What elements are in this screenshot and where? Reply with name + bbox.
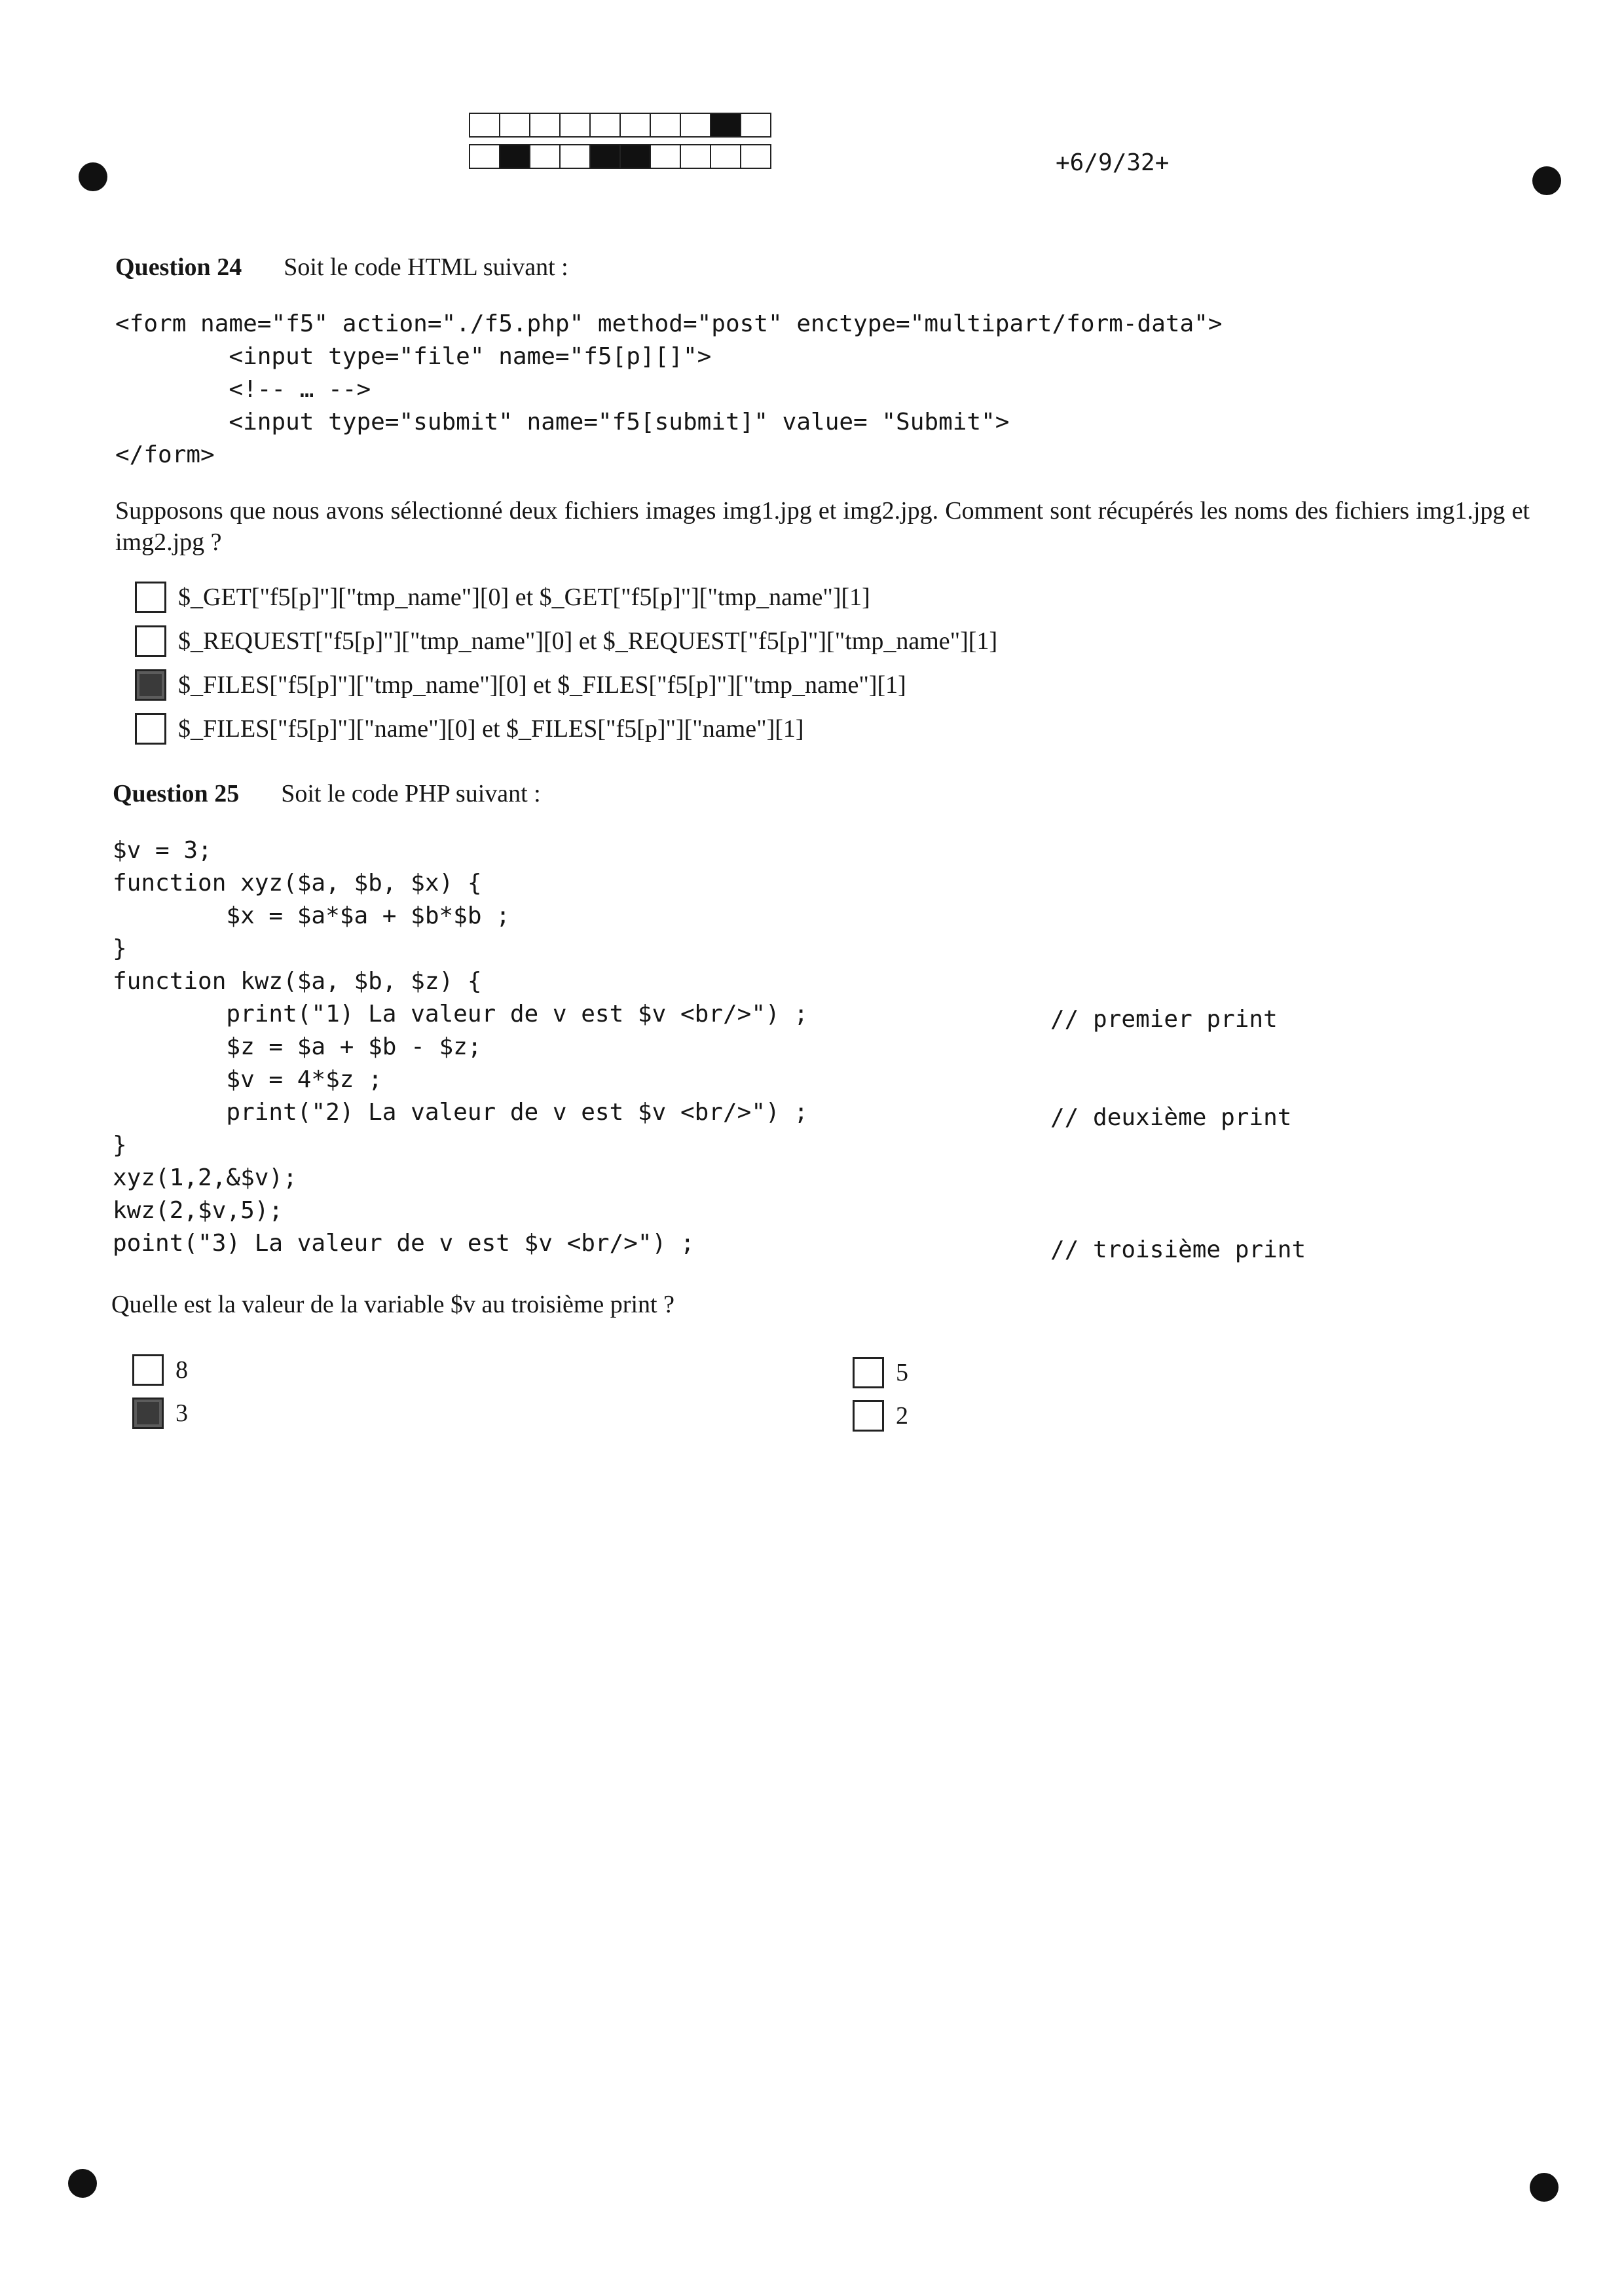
q24-choice-1[interactable] bbox=[135, 582, 870, 613]
code-grid-cell bbox=[740, 144, 771, 169]
code-grid-cell bbox=[589, 113, 621, 138]
question-24-header bbox=[115, 253, 568, 282]
registration-mark-bottom-left bbox=[68, 2169, 97, 2198]
page-reference: +6/9/32+ bbox=[1056, 149, 1170, 176]
code-grid-cell bbox=[529, 144, 561, 169]
q24-choice-2[interactable] bbox=[135, 625, 997, 657]
q24-choice-4[interactable] bbox=[135, 713, 804, 745]
choice-label: 2 bbox=[896, 1402, 908, 1430]
checkbox[interactable] bbox=[132, 1354, 164, 1386]
code-grid-cell bbox=[710, 113, 741, 138]
code-grid-row bbox=[470, 144, 771, 169]
q25-choice-2[interactable] bbox=[853, 1400, 908, 1432]
html-code-block: <form name="f5" action="./f5.php" method="post" enctype="multipart/form-data"> <input type="file" name="f5[p][]"> <!-- … --> <input type="submit" name="f5[submit]" value= "Submit"> </form> bbox=[115, 310, 1223, 468]
choice-label: $_GET["f5[p]"]["tmp_name"][0] et $_GET["f5[p]"]["tmp_name"][1] bbox=[178, 583, 870, 611]
code-grid-cell bbox=[499, 113, 530, 138]
code-comment-deuxieme: // deuxième print bbox=[1050, 1104, 1292, 1131]
registration-mark-top-left bbox=[79, 162, 107, 191]
student-id-code-grid bbox=[470, 113, 771, 176]
choice-label: $_FILES["f5[p]"]["tmp_name"][0] et $_FILES["f5[p]"]["tmp_name"][1] bbox=[178, 671, 906, 699]
q25-choice-5[interactable] bbox=[853, 1357, 908, 1388]
checkbox[interactable] bbox=[135, 669, 166, 701]
q25-choice-3[interactable] bbox=[132, 1398, 188, 1429]
code-comment-troisieme: // troisième print bbox=[1050, 1236, 1306, 1263]
code-grid-cell bbox=[740, 113, 771, 138]
question-number: Question 24 bbox=[115, 253, 242, 281]
choice-label: 3 bbox=[175, 1399, 188, 1427]
code-grid-cell bbox=[619, 113, 651, 138]
code-grid-cell bbox=[589, 144, 621, 169]
checkbox[interactable] bbox=[135, 713, 166, 745]
checkbox[interactable] bbox=[853, 1357, 884, 1388]
code-grid-cell bbox=[469, 144, 500, 169]
code-grid-cell bbox=[650, 144, 681, 169]
checkbox[interactable] bbox=[132, 1398, 164, 1429]
q24-choice-3[interactable] bbox=[135, 669, 906, 701]
question-25-text: Quelle est la valeur de la variable $v au troisième print ? bbox=[111, 1291, 674, 1318]
code-grid-cell bbox=[499, 144, 530, 169]
code-grid-cell bbox=[680, 113, 711, 138]
choice-label: 8 bbox=[175, 1356, 188, 1384]
checkbox[interactable] bbox=[135, 625, 166, 657]
question-title: Soit le code PHP suivant : bbox=[281, 780, 541, 807]
code-grid-cell bbox=[710, 144, 741, 169]
choice-label: 5 bbox=[896, 1359, 908, 1386]
code-grid-cell bbox=[469, 113, 500, 138]
code-comment-premier: // premier print bbox=[1050, 1006, 1278, 1033]
question-25-header bbox=[113, 779, 541, 808]
question-title: Soit le code HTML suivant : bbox=[284, 253, 568, 281]
q25-choice-8[interactable] bbox=[132, 1354, 188, 1386]
checkbox[interactable] bbox=[853, 1400, 884, 1432]
question-24-text: Supposons que nous avons sélectionné deux fichiers images img1.jpg et img2.jpg. Comment sont récupérés les noms des fichiers img1.jpg et img2.jpg ? bbox=[115, 497, 1530, 556]
checkbox[interactable] bbox=[135, 582, 166, 613]
registration-mark-top-right bbox=[1532, 166, 1561, 195]
code-grid-row bbox=[470, 113, 771, 138]
php-code-block: $v = 3; function xyz($a, $b, $x) { $x = $a*$a + $b*$b ; } function kwz($a, $b, $z) { print("1) La valeur de v est $v <br/>") ; $z = $a + $b - $z; $v = 4*$z ; print("2) La valeur de v est $v <br/>") ; } xyz(1,2,&$v); kwz(2,$v,5); point("3) La valeur de v est $v <br/>") ; bbox=[113, 837, 809, 1257]
code-grid-cell bbox=[680, 144, 711, 169]
code-grid-cell bbox=[650, 113, 681, 138]
code-grid-cell bbox=[559, 144, 591, 169]
question-number: Question 25 bbox=[113, 780, 240, 807]
code-grid-cell bbox=[619, 144, 651, 169]
registration-mark-bottom-right bbox=[1530, 2173, 1559, 2202]
choice-label: $_REQUEST["f5[p]"]["tmp_name"][0] et $_REQUEST["f5[p]"]["tmp_name"][1] bbox=[178, 627, 998, 655]
choice-label: $_FILES["f5[p]"]["name"][0] et $_FILES["f5[p]"]["name"][1] bbox=[178, 715, 804, 743]
code-grid-cell bbox=[559, 113, 591, 138]
code-grid-cell bbox=[529, 113, 561, 138]
